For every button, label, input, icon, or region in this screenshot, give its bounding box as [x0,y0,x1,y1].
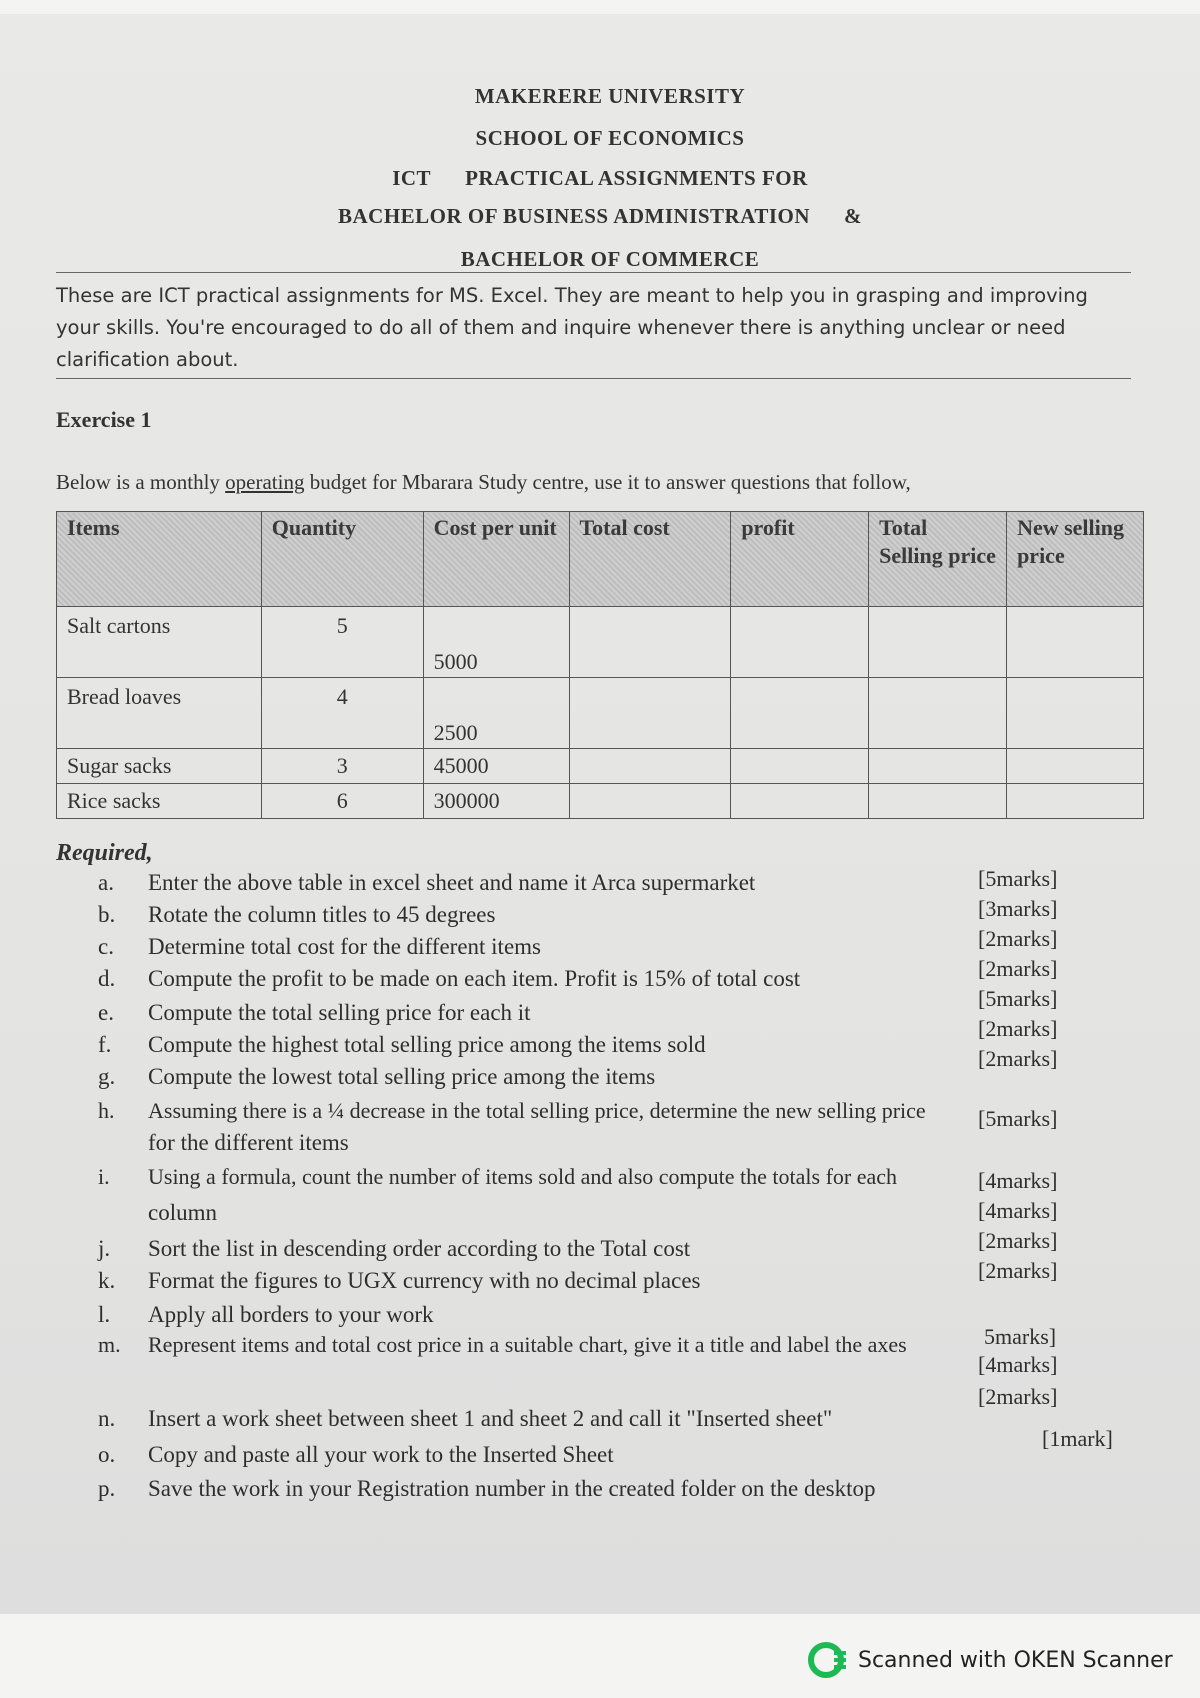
question-j [98,1236,690,1262]
exercise-heading: Exercise 1 [56,407,152,432]
question-mark: [4marks] [978,1168,1058,1193]
header-total-cost: Total cost [569,512,731,607]
question-letter: i. [98,1164,110,1189]
question-l [98,1302,434,1328]
question-letter: p. [98,1476,116,1501]
question-mark: [2marks] [978,1046,1058,1071]
table-intro-underlined: operating [225,470,305,494]
question-text: Enter the above table in excel sheet and name it Arca supermarket [148,870,756,895]
oken-scanner-logo-icon [808,1640,848,1680]
question-continuation: for the different items [148,1130,349,1155]
question-letter: m. [98,1332,121,1357]
question-text: Format the figures to UGX currency with no decimal places [148,1268,701,1293]
question-letter: c. [98,934,114,959]
question-mark: [5marks] [978,986,1058,1011]
table-header-row [57,512,1144,607]
question-letter: h. [98,1098,115,1123]
university-title: MAKERERE UNIVERSITY [474,84,746,108]
question-letter: n. [98,1406,116,1431]
cell-quantity: 6 [261,784,423,819]
question-continuation: column [148,1200,217,1225]
cell-quantity: 3 [261,749,423,784]
cell-item: Bread loaves [57,678,262,749]
question-f [98,1032,706,1058]
cell-item: Rice sacks [57,784,262,819]
scanner-label: Scanned with OKEN Scanner [858,1647,1173,1673]
cell-item: Sugar sacks [57,749,262,784]
question-d [98,966,800,992]
cell-empty [869,607,1007,678]
question-mark: [4marks] [978,1198,1058,1223]
cell-empty [569,607,731,678]
question-letter: d. [98,966,116,991]
question-text: Sort the list in descending order according to the Total cost [148,1236,691,1261]
cell-empty [869,749,1007,784]
ict-label: ICT [392,166,432,190]
header-total-selling-price: Total Selling price [869,512,1007,607]
question-mark: [2marks] [978,1384,1058,1409]
header-profit: profit [731,512,869,607]
question-text: Compute the lowest total selling price among the items [148,1064,656,1089]
table-intro-after: budget for Mbarara Study centre, use it to answer questions that follow, [304,470,911,494]
cell-empty [731,678,869,749]
question-n [98,1406,832,1432]
cell-quantity: 4 [261,678,423,749]
question-text: Compute the highest total selling price among the items sold [148,1032,706,1057]
table-row [57,749,1144,784]
cell-empty [569,678,731,749]
cell-empty [731,607,869,678]
required-heading: Required, [56,840,153,866]
question-p [98,1476,876,1502]
degree-1: BACHELOR OF BUSINESS ADMINISTRATION [337,204,810,228]
cell-empty [1007,749,1144,784]
question-text: Copy and paste all your work to the Inserted Sheet [148,1442,614,1467]
ampersand: & [844,204,862,228]
question-text: Save the work in your Registration number in the created folder on the desktop [148,1476,876,1501]
question-mark: [2marks] [978,1258,1058,1283]
question-e [98,1000,531,1026]
question-m [98,1332,907,1358]
question-text: Apply all borders to your work [148,1302,434,1327]
cell-empty [569,749,731,784]
intro-paragraph: These are ICT practical assignments for MS. Excel. They are meant to help you in grasping and improving your skills. You're encouraged to do all of them and inquire whenever there is anything unclear or need clarification about. [56,284,1088,371]
top-rule [56,272,1131,273]
header-quantity: Quantity [261,512,423,607]
question-mark: [2marks] [978,956,1058,981]
question-letter: g. [98,1064,116,1089]
question-mark: [1mark] [1042,1426,1113,1451]
scanner-watermark [808,1640,1173,1680]
question-text: Insert a work sheet between sheet 1 and sheet 2 and call it "Inserted sheet" [148,1406,833,1431]
question-text: Determine total cost for the different items [148,934,541,959]
question-g [98,1064,655,1090]
school-title: SCHOOL OF ECONOMICS [475,126,745,150]
question-text: Represent items and total cost price in a suitable chart, give it a title and label the axes [148,1332,907,1357]
question-b [98,902,495,928]
cell-cost: 45000 [423,749,569,784]
assignments-label: PRACTICAL ASSIGNMENTS FOR [465,166,808,190]
question-letter: k. [98,1268,116,1293]
table-row [57,607,1144,678]
table-intro [56,470,911,495]
cell-empty [869,678,1007,749]
cell-empty [731,749,869,784]
table-intro-before: Below is a monthly [56,470,226,494]
table-row [57,784,1144,819]
question-letter: e. [98,1000,114,1025]
question-mark: 5marks] [984,1324,1057,1349]
question-h [98,1098,926,1124]
question-text: Compute the profit to be made on each item. Profit is 15% of total cost [148,966,801,991]
budget-table [56,511,1144,819]
question-a [98,870,755,896]
assignment-title [0,166,1200,191]
header-new-selling-price: New selling price [1007,512,1144,607]
question-mark: [5marks] [978,866,1058,891]
cell-empty [1007,784,1144,819]
cell-item: Salt cartons [57,607,262,678]
cell-quantity: 5 [261,607,423,678]
question-text: Using a formula, count the number of items sold and also compute the totals for each [148,1164,898,1189]
bottom-rule [56,378,1131,379]
question-mark: [2marks] [978,1016,1058,1041]
cell-empty [731,784,869,819]
cell-cost: 5000 [423,607,569,678]
header-items: Items [57,512,262,607]
question-letter: l. [98,1302,111,1327]
cell-cost: 300000 [423,784,569,819]
header-cost-per-unit: Cost per unit [423,512,569,607]
question-text: Assuming there is a ¼ decrease in the total selling price, determine the new selling price [148,1098,926,1123]
table-row [57,678,1144,749]
degree-title [0,204,1200,229]
question-letter: f. [98,1032,112,1057]
cell-empty [569,784,731,819]
question-letter: b. [98,902,116,927]
cell-empty [1007,678,1144,749]
question-mark: [5marks] [978,1106,1058,1131]
cell-empty [869,784,1007,819]
question-mark: [3marks] [978,896,1058,921]
question-mark: [4marks] [978,1352,1058,1377]
question-c [98,934,541,960]
question-text: Compute the total selling price for each it [148,1000,531,1025]
cell-cost: 2500 [423,678,569,749]
question-o [98,1442,614,1468]
degree-2-title: BACHELOR OF COMMERCE [460,247,760,271]
question-i [98,1164,897,1190]
question-letter: a. [98,870,114,895]
cell-empty [1007,607,1144,678]
question-letter: j. [98,1236,111,1261]
scanned-page [0,14,1200,1614]
question-k [98,1268,700,1294]
question-letter: o. [98,1442,116,1467]
question-mark: [2marks] [978,1228,1058,1253]
question-text: Rotate the column titles to 45 degrees [148,902,496,927]
question-mark: [2marks] [978,926,1058,951]
